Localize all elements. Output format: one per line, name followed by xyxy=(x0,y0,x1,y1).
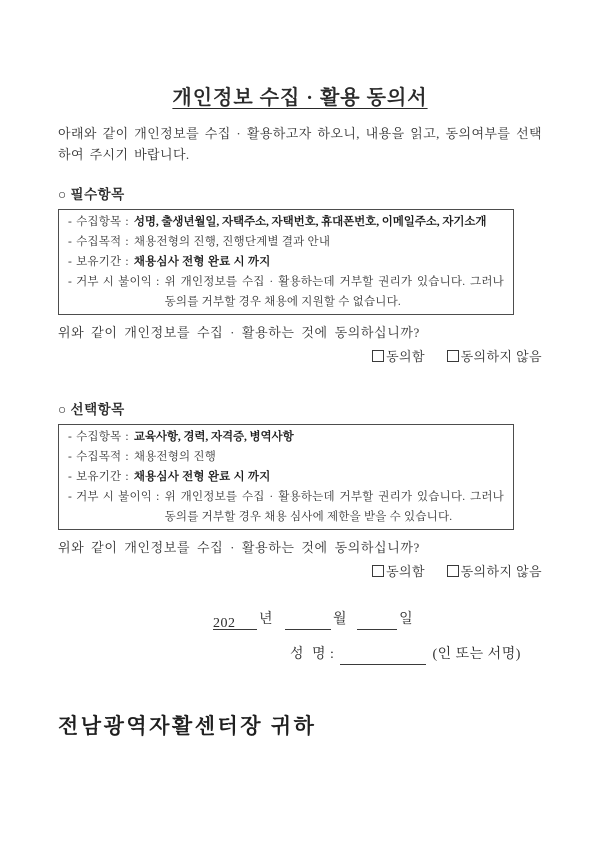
field-label: - 수집항목 : xyxy=(68,216,129,228)
name-field[interactable] xyxy=(340,649,426,665)
optional-info-box xyxy=(58,424,514,530)
optional-collected-items-row xyxy=(68,427,504,447)
field-value: 위 개인정보를 수집 · 활용하는데 거부할 권리가 있습니다. 그러나 동의를 거부할 경우 채용 심사에 제한을 받을 수 있습니다. xyxy=(164,491,504,523)
field-value: 위 개인정보를 수집 · 활용하는데 거부할 권리가 있습니다. 그러나 동의를 거부할 경우 채용에 지원할 수 없습니다. xyxy=(164,276,504,308)
optional-retention-row xyxy=(68,467,504,487)
required-consent-choices xyxy=(58,348,542,366)
checkbox-icon[interactable] xyxy=(372,565,384,577)
optional-disagree-option[interactable] xyxy=(447,563,542,581)
agree-label: 동의함 xyxy=(386,564,425,579)
optional-purpose-row xyxy=(68,447,504,467)
day-label: 일 xyxy=(399,612,414,627)
intro-paragraph: 아래와 같이 개인정보를 수집 · 활용하고자 하오니, 내용을 읽고, 동의여부를 선택하여 주시기 바랍니다. xyxy=(58,126,542,162)
page-title: 개인정보 수집 · 활용 동의서 xyxy=(172,87,428,109)
field-value: 채용심사 전형 완료 시 까지 xyxy=(133,256,271,268)
field-value: 채용심사 전형 완료 시 까지 xyxy=(133,471,271,483)
required-collected-items-row xyxy=(68,212,504,232)
recipient-title: 전남광역자활센터장 귀하 xyxy=(58,714,317,738)
required-purpose-row xyxy=(68,232,504,252)
checkbox-icon[interactable] xyxy=(372,350,384,362)
name-line xyxy=(58,645,542,665)
year-field[interactable]: 202 xyxy=(213,614,257,630)
date-line xyxy=(58,610,542,630)
disagree-label: 동의하지 않음 xyxy=(460,349,542,364)
required-retention-row xyxy=(68,252,504,272)
day-field[interactable] xyxy=(357,614,397,630)
required-info-box xyxy=(58,209,514,315)
required-disagree-option[interactable] xyxy=(447,348,542,366)
disagree-label: 동의하지 않음 xyxy=(460,564,542,579)
field-value: 교육사항, 경력, 자격증, 병역사항 xyxy=(133,431,294,443)
name-label: 성 명 : xyxy=(290,647,335,662)
optional-agree-option[interactable] xyxy=(372,563,425,581)
optional-refusal-row xyxy=(68,487,504,527)
field-label: - 수집목적 : xyxy=(68,236,129,248)
checkbox-icon[interactable] xyxy=(447,350,459,362)
required-agree-option[interactable] xyxy=(372,348,425,366)
month-field[interactable] xyxy=(285,614,331,630)
field-label: - 보유기간 : xyxy=(68,471,129,483)
field-value: 성명, 출생년월일, 자택주소, 자택번호, 휴대폰번호, 이메일주소, 자기소개 xyxy=(133,216,487,228)
required-consent-question: 위와 같이 개인정보를 수집 · 활용하는 것에 동의하십니까? xyxy=(58,325,420,340)
field-label: - 거부 시 불이익 : xyxy=(68,491,160,503)
month-label: 월 xyxy=(333,612,348,627)
field-label: - 수집목적 : xyxy=(68,451,129,463)
year-label: 년 xyxy=(259,612,274,627)
field-label: - 수집항목 : xyxy=(68,431,129,443)
field-label: - 보유기간 : xyxy=(68,256,129,268)
field-label: - 거부 시 불이익 : xyxy=(68,276,160,288)
required-section-heading: ○ 필수항목 xyxy=(58,187,125,202)
optional-consent-question: 위와 같이 개인정보를 수집 · 활용하는 것에 동의하십니까? xyxy=(58,540,420,555)
checkbox-icon[interactable] xyxy=(447,565,459,577)
seal-or-signature-note: (인 또는 서명) xyxy=(432,647,521,662)
required-refusal-row xyxy=(68,272,504,312)
field-value: 채용전형의 진행, 진행단계별 결과 안내 xyxy=(133,236,331,248)
optional-section-heading: ○ 선택항목 xyxy=(58,402,125,417)
field-value: 채용전형의 진행 xyxy=(133,451,217,463)
agree-label: 동의함 xyxy=(386,349,425,364)
optional-consent-choices xyxy=(58,563,542,581)
